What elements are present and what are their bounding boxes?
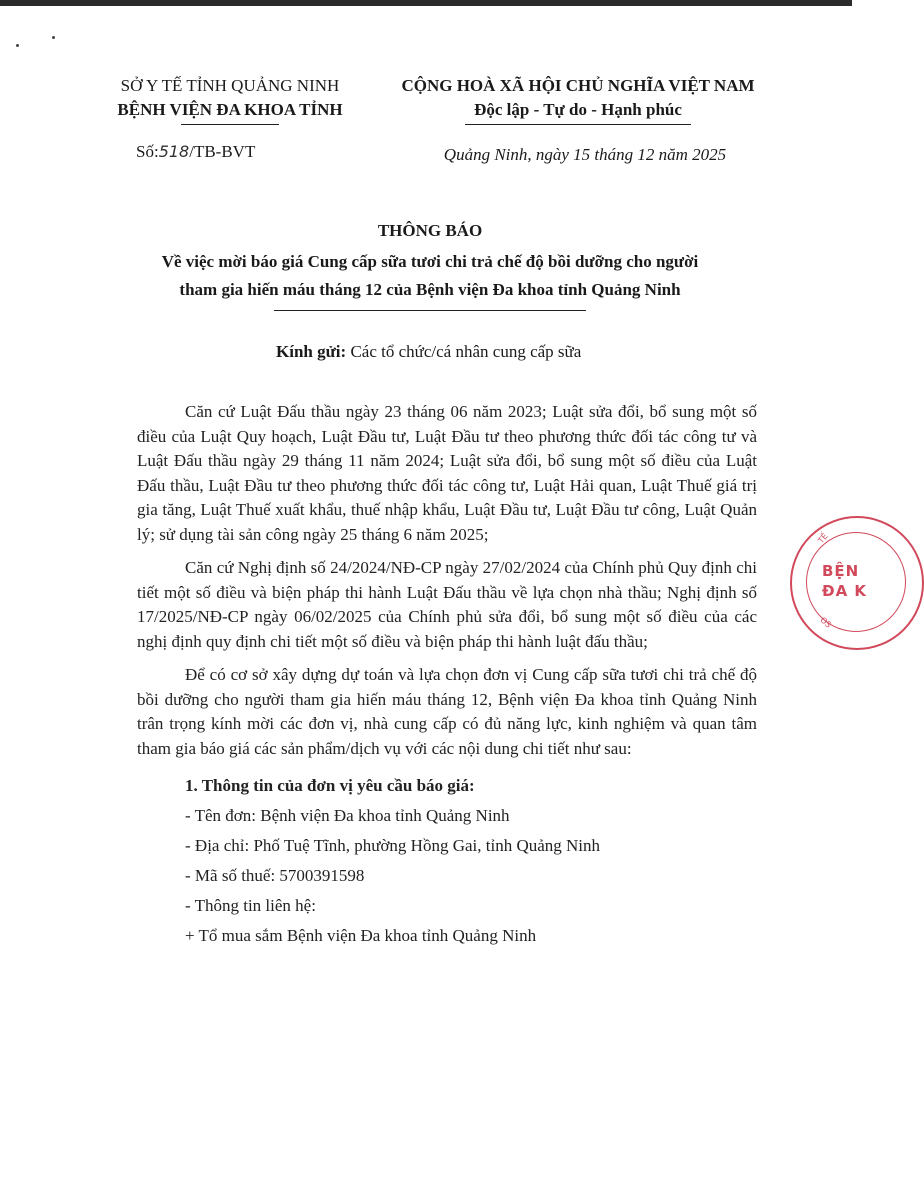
- scan-speck: [52, 36, 55, 39]
- section-heading: 1. Thông tin của đơn vị yêu cầu báo giá:: [185, 776, 475, 795]
- paragraph: Căn cứ Luật Đấu thầu ngày 23 tháng 06 năm 2023; Luật sửa đổi, bổ sung một số điều của Luật Quy hoạch, Luật Đầu tư, Luật Đầu tư theo phương thức đối tác công tư và Luật Đấu thầu ngày 29 tháng 11 năm 2024; Luật sửa đổi, bổ sung một số điều của Luật Đấu thầu, Luật Đầu tư theo phương thức đối tác công tư, Luật Hải quan, Luật Thuế giá trị gia tăng, Luật Thuế xuất khẩu, thuế nhập khẩu, Luật Đầu tư, Luật Đầu tư công, Luật Quản lý; sử dụng tài sản công ngày 25 tháng 6 năm 2025;: [137, 402, 757, 544]
- seal-text-2: ĐA K: [822, 582, 868, 600]
- country-name: CỘNG HOÀ XÃ HỘI CHỦ NGHĨA VIỆT NAM: [401, 76, 755, 95]
- subject-line-1: Về việc mời báo giá Cung cấp sữa tươi chi trả chế độ bồi dưỡng cho người: [161, 252, 699, 271]
- doc-type: THÔNG BÁO: [377, 221, 483, 240]
- date-line: Quảng Ninh, ngày 15 tháng 12 năm 2025: [443, 145, 727, 164]
- list-item: + Tổ mua sắm Bệnh viện Đa khoa tỉnh Quảng Ninh: [185, 926, 537, 945]
- document-number: [136, 142, 336, 162]
- paragraph: Căn cứ Nghị định số 24/2024/NĐ-CP ngày 27/02/2024 của Chính phủ Quy định chi tiết một số điều và biện pháp thi hành Luật Đấu thầu về lựa chọn nhà thầu; Nghị định số 17/2025/NĐ-CP ngày 06/02/2025 của Chính phủ sửa đổi, bổ sung một số điều của các nghị định quy định chi tiết một số điều và biện pháp thi hành luật đấu thầu;: [137, 558, 757, 651]
- unit-name: BỆNH VIỆN ĐA KHOA TỈNH: [117, 100, 343, 119]
- subject: [120, 248, 740, 304]
- paragraph: Để có cơ sở xây dựng dự toán và lựa chọn đơn vị Cung cấp sữa tươi chi trả chế độ bồi dưỡng cho người tham gia hiến máu tháng 12, Bệnh viện Đa khoa tỉnh Quảng Ninh trân trọng kính mời các đơn vị, nhà cung cấp có đủ năng lực, kinh nghiệm và quan tâm tham gia báo giá các sản phẩm/dịch vụ với các nội dung chi tiết như sau:: [137, 665, 757, 758]
- agency-name: SỞ Y TẾ TỈNH QUẢNG NINH: [120, 76, 340, 95]
- scan-speck: [16, 44, 19, 47]
- seal-top-mark: TẾ: [816, 531, 830, 546]
- seal-bottom-mark: OS: [818, 615, 833, 630]
- motto-underline: [465, 124, 691, 125]
- recipient-label: Kính gửi:: [276, 342, 347, 361]
- number-handwritten: 518: [158, 142, 190, 161]
- list-item: - Địa chỉ: Phố Tuệ Tĩnh, phường Hồng Gai, tỉnh Quảng Ninh: [185, 836, 601, 855]
- red-seal-stamp: [790, 516, 924, 650]
- document-body: [137, 400, 757, 951]
- motto: Độc lập - Tự do - Hạnh phúc: [474, 100, 682, 119]
- number-prefix: Số:: [136, 142, 159, 161]
- header-left: [100, 74, 360, 161]
- scan-edge: [0, 0, 852, 6]
- subject-line-2: tham gia hiến máu tháng 12 của Bệnh viện Đa khoa tỉnh Quảng Ninh: [179, 280, 681, 299]
- title-block: [120, 218, 740, 311]
- list-item: - Mã số thuế: 5700391598: [185, 866, 365, 885]
- list-item: - Tên đơn: Bệnh viện Đa khoa tỉnh Quảng Ninh: [185, 806, 510, 825]
- title-underline: [274, 310, 586, 311]
- number-suffix: /TB-BVT: [189, 142, 256, 161]
- seal-text-1: BỆN: [822, 562, 860, 580]
- list-item: - Thông tin liên hệ:: [185, 896, 316, 915]
- recipient: [276, 342, 581, 362]
- header-right: [378, 74, 778, 165]
- unit-underline: [181, 124, 279, 125]
- recipient-value: Các tổ chức/cá nhân cung cấp sữa: [350, 342, 582, 361]
